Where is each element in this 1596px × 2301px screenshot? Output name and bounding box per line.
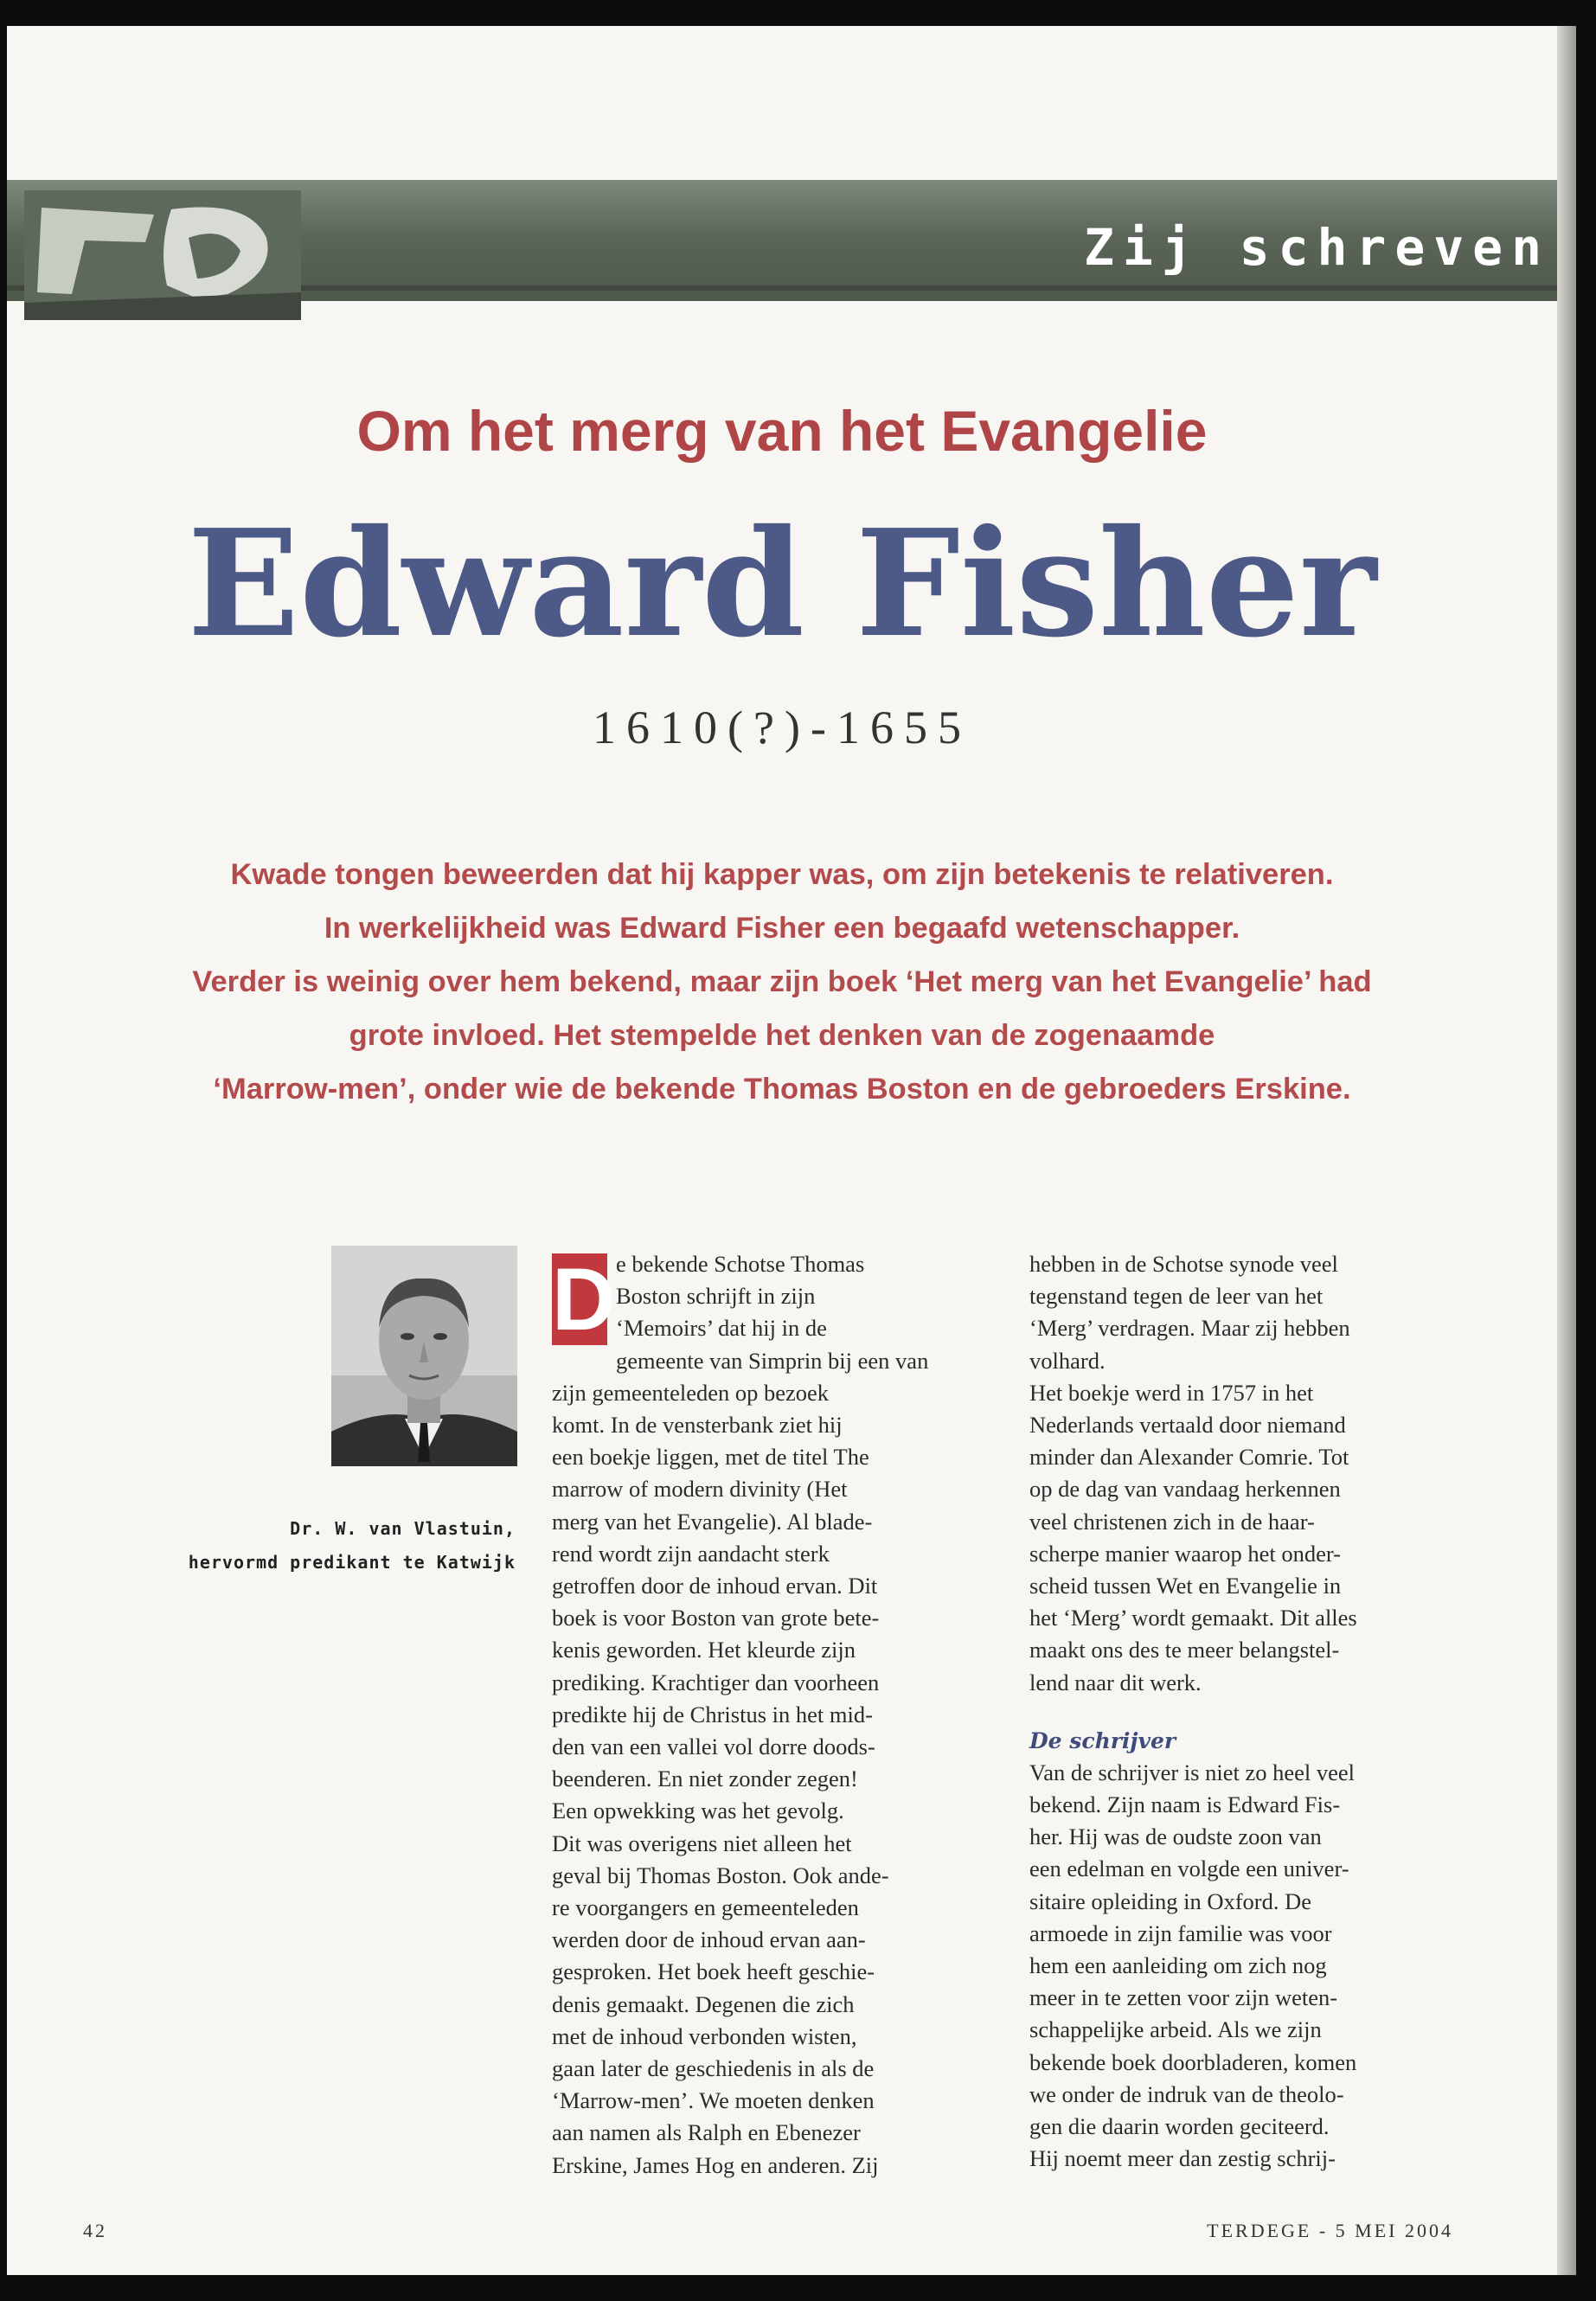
body-line: Nederlands vertaald door niemand	[1029, 1412, 1346, 1439]
body-line: minder dan Alexander Comrie. Tot	[1029, 1444, 1349, 1471]
body-column-1	[552, 1248, 963, 2182]
body-line: het ‘Merg’ wordt gemaakt. Dit alles	[1029, 1605, 1357, 1631]
body-line: een edelman en volgde een univer-	[1029, 1856, 1349, 1882]
intro-line: Verder is weinig over hem bekend, maar zijn boek ‘Het merg van het Evangelie’ had	[192, 965, 1372, 998]
body-line: komt. In de vensterbank ziet hij	[552, 1412, 843, 1439]
body-line: geval bij Thomas Boston. Ook ande-	[552, 1862, 889, 1888]
article-subtitle: Om het merg van het Evangelie	[356, 399, 1208, 463]
body-line: denis gemaakt. Degenen die zich	[552, 1990, 855, 2017]
body-line: met de inhoud verbonden wisten,	[552, 2022, 857, 2049]
body-line: boek is voor Boston van grote bete-	[552, 1605, 880, 1631]
body-line: tegenstand tegen de leer van het	[1029, 1283, 1324, 1310]
body-line: sitaire opleiding in Oxford. De	[1029, 1888, 1312, 1914]
intro-line: grote invloed. Het stempelde het denken van de zogenaamde	[349, 1019, 1215, 1052]
body-line: re voorgangers en gemeenteleden	[552, 1894, 859, 1921]
body-line: Een opwekking was het gevolg.	[552, 1798, 844, 1824]
body-line: den van een vallei vol dorre doods-	[552, 1734, 875, 1760]
drop-cap: D	[552, 1250, 616, 1349]
body-line: aan namen als Ralph en Ebenezer	[552, 2119, 861, 2146]
body-line: veel christenen zich in de haar-	[1029, 1508, 1315, 1535]
body-line: armoede in zijn familie was voor	[1029, 1920, 1332, 1946]
body-column-2	[1029, 1248, 1440, 2175]
page-edge-shadow	[1557, 26, 1576, 2275]
intro-paragraph	[59, 848, 1505, 1116]
body-line: bekende boek doorbladeren, komen	[1029, 2048, 1357, 2075]
body-line: maakt ons des te meer belangstel-	[1029, 1637, 1340, 1663]
author-name: Dr. W. van Vlastuin,	[290, 1518, 516, 1539]
body-line: lend naar dit werk.	[1029, 1669, 1202, 1695]
body-line: ‘Memoirs’ dat hij in de	[616, 1315, 827, 1342]
page-number: 42	[83, 2220, 107, 2241]
body-line: volhard.	[1029, 1347, 1106, 1374]
intro-line: In werkelijkheid was Edward Fisher een begaafd wetenschapper.	[324, 912, 1240, 945]
body-line: een boekje liggen, met de titel The	[552, 1444, 869, 1471]
author-photo	[331, 1246, 517, 1466]
body-line: Van de schrijver is niet zo heel veel	[1029, 1759, 1356, 1785]
intro-line: ‘Marrow-men’, onder wie de bekende Thomas Boston en de gebroeders Erskine.	[213, 1073, 1351, 1106]
body-line: kenis geworden. Het kleurde zijn	[552, 1637, 856, 1663]
body-line: getroffen door de inhoud ervan. Dit	[552, 1573, 878, 1599]
body-line: op de dag van vandaag herkennen	[1029, 1476, 1341, 1503]
body-line: schappelijke arbeid. Als we zijn	[1029, 2016, 1322, 2043]
section-logo-icon	[24, 190, 301, 320]
body-line: bekend. Zijn naam is Edward Fis-	[1029, 1791, 1341, 1818]
body-line: Het boekje werd in 1757 in het	[1029, 1379, 1314, 1406]
magazine-page	[7, 26, 1557, 2275]
body-line: prediking. Krachtiger dan voorheen	[552, 1669, 880, 1695]
section-title: Zij schreven	[1083, 218, 1550, 277]
body-line: gesproken. Het boek heeft geschie-	[552, 1958, 875, 1985]
body-line: gemeente van Simprin bij een van	[616, 1347, 929, 1374]
section-heading: De schrijver	[1029, 1727, 1176, 1753]
body-line: Boston schrijft in zijn	[616, 1283, 816, 1310]
body-line: marrow of modern divinity (Het	[552, 1476, 848, 1503]
body-line: ‘Merg’ verdragen. Maar zij hebben	[1029, 1315, 1350, 1342]
body-line: merg van het Evangelie). Al blade-	[552, 1508, 873, 1535]
author-caption	[42, 1512, 516, 1580]
body-line: predikte hij de Christus in het mid-	[552, 1701, 873, 1727]
body-line: scherpe manier waarop het onder-	[1029, 1540, 1341, 1567]
article-title: Edward Fisher	[187, 497, 1377, 670]
body-line: scheid tussen Wet en Evangelie in	[1029, 1573, 1342, 1599]
body-line: ‘Marrow-men’. We moeten denken	[552, 2087, 875, 2114]
body-line: Hij noemt meer dan zestig schrij-	[1029, 2145, 1336, 2172]
body-line: e bekende Schotse Thomas	[616, 1251, 865, 1277]
intro-line: Kwade tongen beweerden dat hij kapper was, om zijn betekenis te relativeren.	[230, 858, 1334, 891]
body-line: rend wordt zijn aandacht sterk	[552, 1540, 830, 1567]
publication-footer: TERDEGE - 5 MEI 2004	[1207, 2220, 1453, 2241]
body-line: we onder de indruk van de theolo-	[1029, 2080, 1344, 2107]
body-line: Dit was overigens niet alleen het	[552, 1830, 852, 1856]
body-line: meer in te zetten voor zijn weten-	[1029, 1984, 1338, 2011]
body-line: gaan later de geschiedenis in als de	[552, 2055, 875, 2082]
body-line: zijn gemeenteleden op bezoek	[552, 1379, 830, 1406]
body-line: gen die daarin worden geciteerd.	[1029, 2113, 1330, 2140]
body-line: her. Hij was de oudste zoon van	[1029, 1823, 1322, 1850]
body-line: hem een aanleiding om zich nog	[1029, 1952, 1327, 1979]
author-role: hervormd predikant te Katwijk	[188, 1552, 516, 1573]
body-line: beenderen. En niet zonder zegen!	[552, 1766, 858, 1792]
life-dates: 1610(?)-1655	[593, 702, 971, 753]
body-line: Erskine, James Hog en anderen. Zij	[552, 2151, 879, 2178]
body-line: hebben in de Schotse synode veel	[1029, 1251, 1338, 1277]
body-line: werden door de inhoud ervan aan-	[552, 1926, 866, 1953]
